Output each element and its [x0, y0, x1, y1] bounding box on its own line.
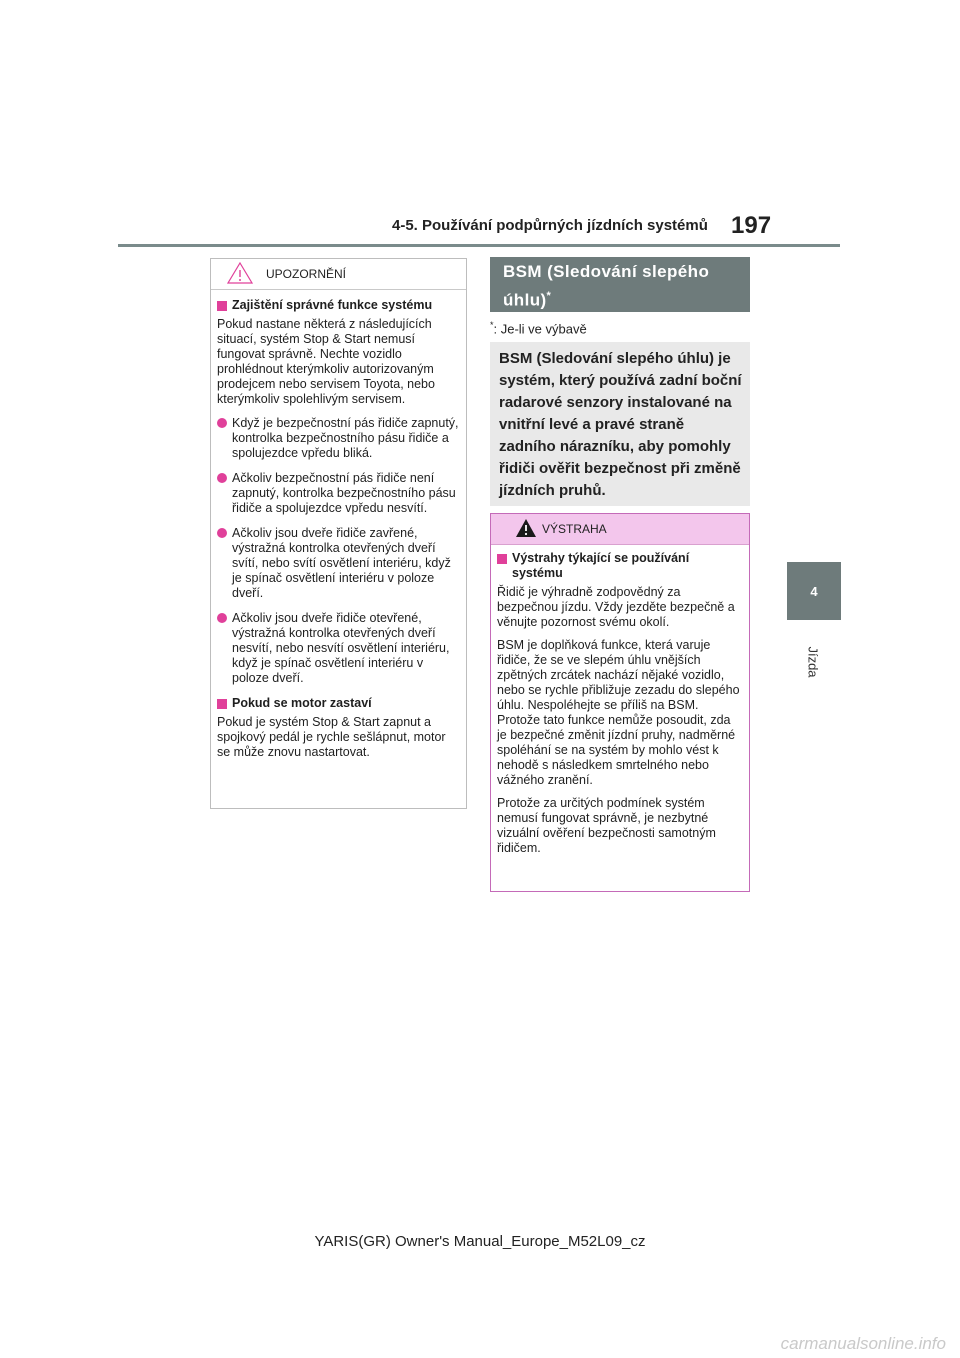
caution-bullet: Když je bezpečnostní pás řidiče zapnutý, kontrolka bezpečnostního pásu řidiče a spolujezdce vpředu bliká.: [217, 416, 460, 461]
bsm-intro: BSM (Sledování slepého úhlu) je systém, který používá zadní boční radarové senzory instalované na vnitřní levé a pravé straně zadního nárazníku, aby pomohly řidiči ověřit bezpečnost při změně jízdních pruhů.: [490, 342, 750, 506]
caution-body: [211, 290, 466, 760]
square-bullet-icon: [217, 301, 227, 311]
caution-heading-2: Pokud se motor zastaví: [217, 696, 460, 711]
caution-text-1: Pokud nastane některá z následujících situací, systém Stop & Start nemusí fungovat správně. Nechte vozidlo prohlédnout kterýmkoliv autorizovaným prodejcem nebo servisem Toyota, nebo kterýmkoliv spolehlivým servisem.: [217, 317, 435, 406]
warning-box: [490, 513, 750, 892]
circle-bullet-icon: [217, 473, 227, 483]
caution-heading-1: Zajištění správné funkce systému: [217, 298, 460, 313]
circle-bullet-icon: [217, 613, 227, 623]
caution-box: [210, 258, 467, 809]
warning-triangle-icon: [515, 518, 537, 538]
warning-paragraph: Protože za určitých podmínek systém nemusí fungovat správně, je nezbytné vizuální ověření bezpečnosti samotným řidičem.: [497, 796, 716, 855]
circle-bullet-icon: [217, 418, 227, 428]
caution-header: [211, 259, 466, 290]
footer-text: YARIS(GR) Owner's Manual_Europe_M52L09_cz: [314, 1233, 646, 1250]
circle-bullet-icon: [217, 528, 227, 538]
caution-bullet: Ačkoliv jsou dveře řidiče zavřené, výstražná kontrolka otevřených dveří svítí, nebo svítí osvětlení interiéru, když je spínač osvětlení interiéru v poloze dveří.: [217, 526, 460, 601]
caution-text-2: Pokud je systém Stop & Start zapnut a spojkový pedál je rychle sešlápnut, motor se může znovu nastartovat.: [217, 715, 446, 759]
heading-footnote-mark: *: [546, 290, 552, 302]
warning-header: [491, 514, 749, 545]
header-rule: [118, 244, 840, 247]
warning-label: VÝSTRAHA: [542, 522, 607, 536]
chapter-tab: [787, 562, 841, 620]
square-bullet-icon: [497, 554, 507, 564]
page-number: 197: [731, 212, 772, 239]
bsm-heading: BSM (Sledování slepého úhlu)*: [490, 257, 750, 312]
warning-body: [491, 545, 749, 856]
chapter-label-text: Jízda: [805, 646, 821, 678]
warning-heading: Výstrahy týkající se používání systému: [497, 551, 743, 581]
section-title: 4-5. Používání podpůrných jízdních systémů: [392, 217, 708, 234]
watermark: carmanualsonline.info: [780, 1334, 946, 1353]
chapter-number: 4: [810, 583, 818, 599]
warning-paragraph: BSM je doplňková funkce, která varuje řidiče, že se ve slepém úhlu vnějších zpětných zrcátek nachází nějaké vozidlo, nebo se rychle přibližuje zezadu do slepého úhlu. Nespoléhejte se příliš na BSM. Protože tato funkce nemůže posoudit, zda je bezpečné změnit jízdní pruhy, nadměrné spoléhání se na systém by mohlo vést k nehodě s následkem smrtelného nebo vážného zranění.: [497, 638, 740, 787]
footnote: *: Je-li ve výbavě: [490, 320, 587, 337]
caution-triangle-icon: [227, 262, 253, 284]
square-bullet-icon: [217, 699, 227, 709]
warning-paragraph: Řidič je výhradně zodpovědný za bezpečnou jízdu. Vždy jezděte bezpečně a věnujte pozornost svému okolí.: [497, 585, 735, 629]
caution-bullet: Ačkoliv bezpečnostní pás řidiče není zapnutý, kontrolka bezpečnostního pásu řidiče a spolujezdce vpředu nesvítí.: [217, 471, 460, 516]
chapter-label: [798, 632, 828, 692]
caution-bullet: Ačkoliv jsou dveře řidiče otevřené, výstražná kontrolka otevřených dveří nesvítí, nebo nesvítí osvětlení interiéru, když je spínač osvětlení interiéru v poloze dveří.: [217, 611, 460, 686]
caution-label: UPOZORNĚNÍ: [266, 267, 347, 281]
